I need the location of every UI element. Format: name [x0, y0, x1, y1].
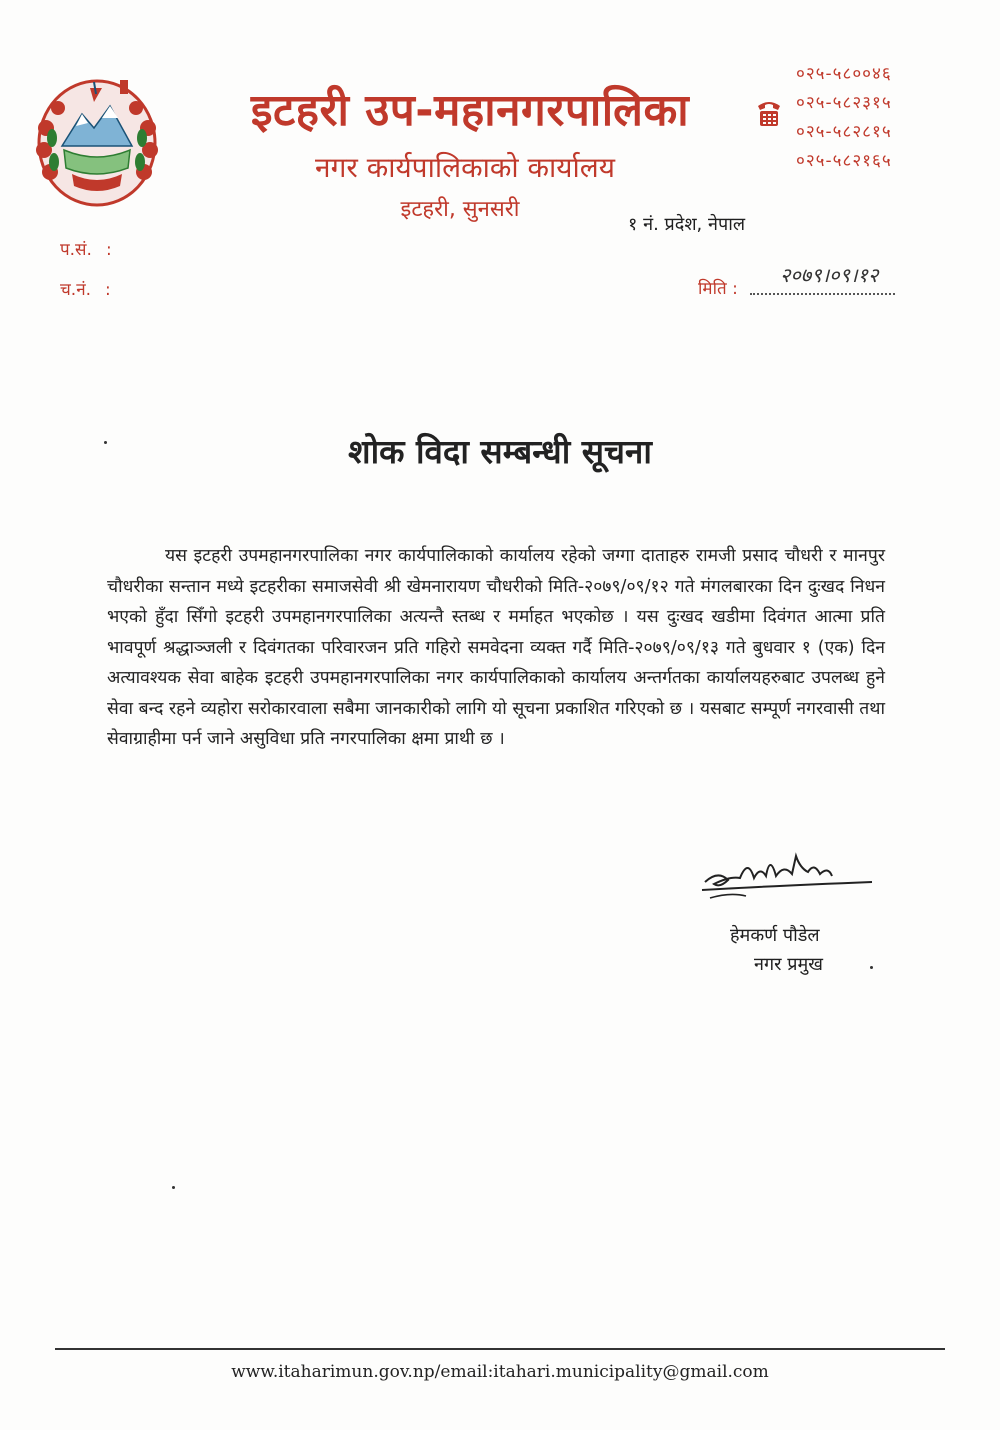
notice-body: यस इटहरी उपमहानगरपालिका नगर कार्यपालिकाको कार्यालय रहेको जग्गा दाताहरु रामजी प्रसाद चौधरी र मानपुर चौधरीका सन्तान मध्ये इटहरीका समाजसेवी श्री खेमनारायण चौधरीको मिति-२०७९/०९/१२ गते मंगलबारका दिन दुःखद निधन भएको हुँदा सिँगो इटहरी उपमहानगरपालिका अत्यन्तै स्तब्ध र मर्माहत भएकोछ । यस दुःखद खडीमा दिवंगत आत्मा प्रति भावपूर्ण श्रद्धाञ्जली र दिवंगतका परिवारजन प्रति गहिरो समवेदना व्यक्त गर्दै मिति-२०७९/०९/१३ गते बुधवार १ (एक) दिन अत्यावश्यक सेवा बाहेक इटहरी उपमहानगरपालिका नगर कार्यपालिकाको कार्यालय अन्तर्गतका कार्यालयहरुबाट उपलब्ध हुने सेवा बन्द रहने व्यहोरा सरोकारवाला सबैमा जानकारीको लागि यो सूचना प्रकाशित गरिएको छ । यसबाट सम्पूर्ण नगरवासी तथा सेवाग्राहीमा पर्न जाने असुविधा प्रति नगरपालिका क्षमा प्राथी छ ।: [107, 546, 885, 749]
patra-sankhya-label: प.सं.: [60, 240, 92, 260]
footer-divider: [55, 1348, 945, 1350]
scan-speck: [172, 1186, 175, 1189]
province-label: १ नं. प्रदेश, नेपाल: [628, 214, 746, 235]
signatory-title: नगर प्रमुख: [754, 954, 823, 975]
scan-speck: [104, 441, 107, 444]
signature-icon: [700, 848, 880, 908]
office-name: नगर कार्यपालिकाको कार्यालय: [315, 151, 615, 184]
colon: :: [105, 280, 111, 300]
scan-speck: [870, 966, 873, 969]
notice-subject: शोक विदा सम्बन्धी सूचना: [348, 432, 652, 471]
colon: :: [105, 240, 112, 260]
office-address: इटहरी, सुनसरी: [400, 197, 520, 222]
phone-number-list: [796, 60, 936, 176]
date-value: २०७९।०९।१२: [780, 263, 879, 287]
telephone-icon: [756, 98, 782, 128]
signatory-name: हेमकर्ण पौडेल: [730, 925, 820, 946]
patra-sankhya-row: [60, 237, 112, 260]
nepal-emblem-icon: [32, 68, 162, 208]
date-label: मिति :: [698, 279, 738, 299]
chalani-row: [60, 277, 111, 300]
phone-number: ०२५-५८२३१५: [796, 93, 892, 113]
phone-number: ०२५-५८२८१५: [796, 122, 892, 142]
chalani-label: च.नं.: [60, 280, 92, 300]
footer-contact: www.itaharimun.gov.np/email:itahari.municipality@gmail.com: [231, 1362, 769, 1382]
phone-number: ०२५-५८००४६: [796, 64, 892, 84]
date-dotted-line: [750, 293, 895, 295]
phone-number: ०२५-५८२१६५: [796, 151, 892, 171]
organization-name: इटहरी उप-महानगरपालिका: [250, 85, 690, 136]
